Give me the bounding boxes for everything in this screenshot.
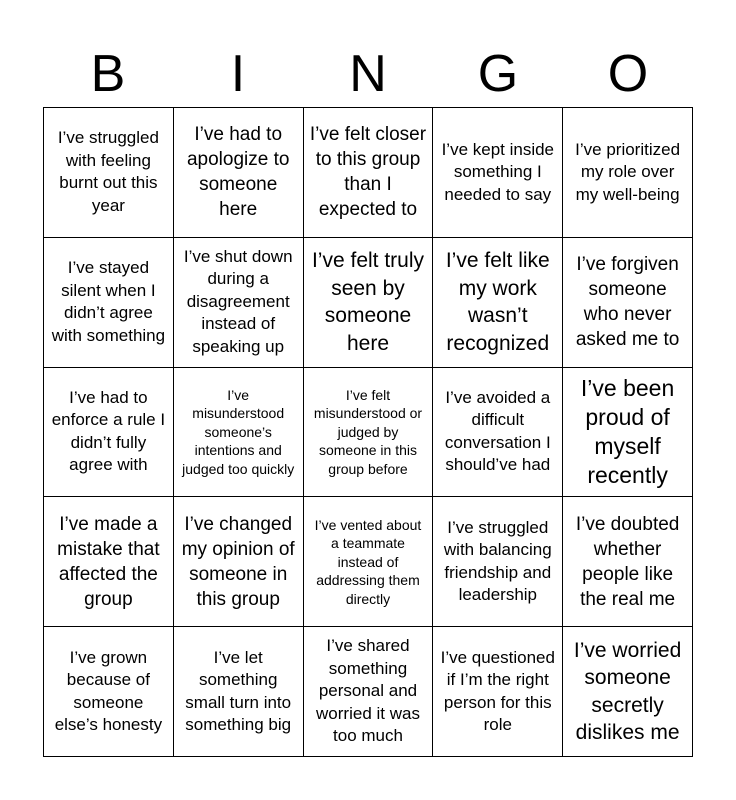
header-letter-i: I (230, 45, 246, 103)
header-letter-n: N (349, 45, 387, 103)
header-letter-o: O (607, 45, 649, 103)
cell-text: I’ve had to enforce a rule I didn’t fully agree with (51, 387, 166, 475)
cell-text: I’ve forgiven someone who never asked me to (575, 254, 680, 351)
bingo-cell[interactable] (44, 368, 174, 498)
bingo-cell[interactable] (44, 238, 174, 368)
cell-text: I’ve stayed silent when I didn’t agree with something (51, 258, 166, 345)
bingo-cell[interactable] (174, 238, 304, 368)
bingo-cell[interactable] (433, 108, 563, 238)
bingo-cell[interactable] (433, 368, 563, 498)
cell-text: I’ve vented about a teammate instead of addressing them directly (314, 516, 422, 607)
cell-text: I’ve let something small turn into something big (185, 647, 292, 735)
cell-text: I’ve changed my opinion of someone in this group (181, 513, 295, 610)
bingo-cell[interactable] (174, 368, 304, 498)
cell-text: I’ve avoided a difficult conversation I should’ve had (444, 387, 551, 475)
cell-text: I’ve felt truly seen by someone here (311, 249, 425, 355)
cell-text: I’ve made a mistake that affected the group (57, 513, 160, 610)
bingo-cell[interactable] (44, 108, 174, 238)
bingo-cell[interactable] (174, 108, 304, 238)
bingo-cell[interactable] (563, 108, 693, 238)
bingo-cell[interactable] (563, 497, 693, 627)
cell-text: I’ve kept inside something I needed to say (441, 139, 555, 204)
bingo-cell[interactable] (304, 497, 434, 627)
cell-text: I’ve prioritized my role over my well-being (575, 139, 681, 204)
bingo-cell[interactable] (44, 497, 174, 627)
cell-text: I’ve questioned if I’m the right person for this role (440, 647, 555, 735)
bingo-cell[interactable] (563, 627, 693, 757)
cell-text: I’ve doubted whether people like the real me (575, 513, 680, 610)
bingo-cell[interactable] (44, 627, 174, 757)
cell-text: I’ve felt like my work wasn’t recognized (445, 249, 550, 355)
cell-text: I’ve felt closer to this group than I expected to (309, 124, 427, 221)
cell-text: I’ve struggled with feeling burnt out this year (57, 128, 159, 215)
bingo-cell[interactable] (563, 368, 693, 498)
cell-text: I’ve shut down during a disagreement instead of speaking up (183, 246, 293, 356)
bingo-header (43, 40, 693, 108)
cell-text: I’ve felt misunderstood or judged by someone in this group before (313, 386, 423, 477)
cell-text: I’ve shared something personal and worried it was too much (316, 636, 420, 746)
cell-text: I’ve grown because of someone else’s honesty (54, 647, 163, 735)
bingo-cell[interactable] (433, 497, 563, 627)
bingo-cell[interactable] (174, 497, 304, 627)
bingo-cell[interactable] (304, 627, 434, 757)
bingo-cell[interactable] (304, 238, 434, 368)
bingo-cell[interactable] (304, 108, 434, 238)
header-letter-b: B (90, 45, 126, 103)
cell-text: I’ve been proud of myself recently (580, 374, 675, 488)
cell-text: I’ve misunderstood someone’s intentions and judged too quickly (182, 386, 295, 477)
bingo-cell[interactable] (174, 627, 304, 757)
cell-text: I’ve had to apologize to someone here (186, 124, 290, 221)
bingo-cell[interactable] (304, 368, 434, 498)
cell-text: I’ve struggled with balancing friendship and leadership (443, 517, 552, 605)
header-letter-g: G (477, 45, 519, 103)
cell-text: I’ve worried someone secretly dislikes me (573, 638, 682, 745)
bingo-cell[interactable] (433, 627, 563, 757)
bingo-cell[interactable] (433, 238, 563, 368)
bingo-cell[interactable] (563, 238, 693, 368)
bingo-grid (43, 107, 693, 757)
